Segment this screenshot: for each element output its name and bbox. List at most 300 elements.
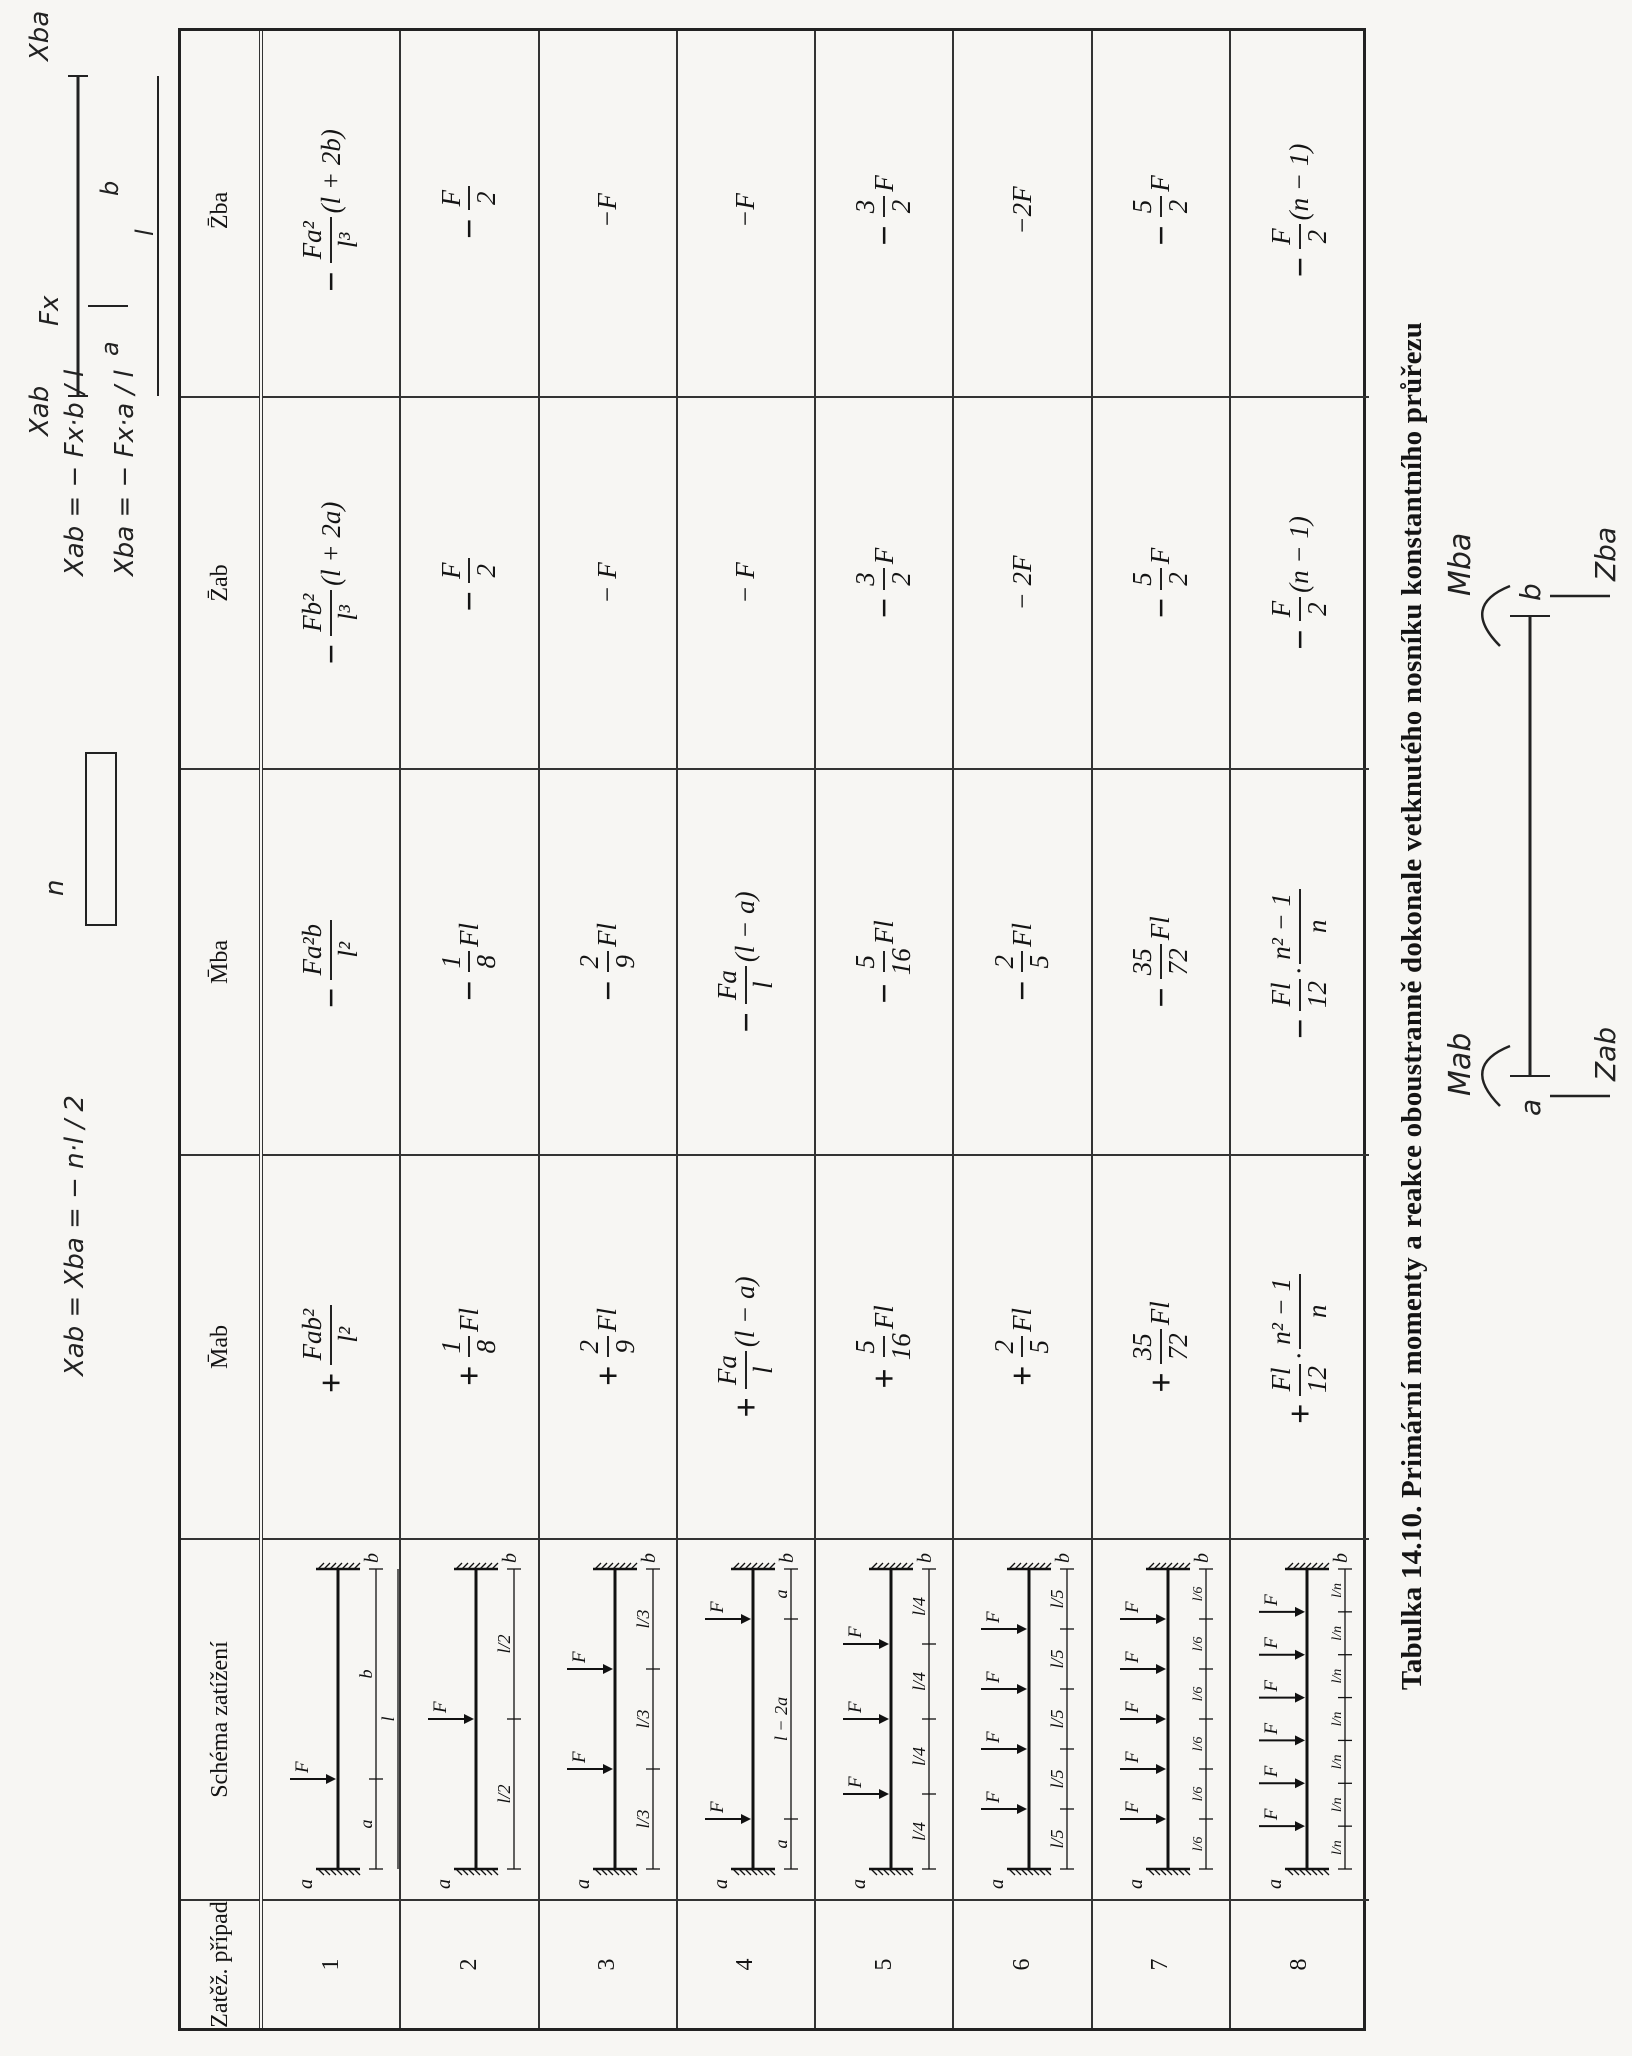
zba-cell — [954, 25, 1090, 398]
scheme-cell — [263, 1540, 399, 1901]
zba-fraction-num: 5 — [1128, 196, 1162, 218]
zba-value: −F — [592, 193, 623, 228]
mab-fraction — [713, 1351, 778, 1389]
mab-fraction-den: 5 — [1024, 1340, 1055, 1354]
load-arrowhead — [879, 1640, 889, 1650]
dimension-label: l/5 — [1047, 1649, 1068, 1670]
zba-tail: F — [1145, 175, 1176, 192]
mba-sign: − — [449, 980, 490, 1002]
mba-fraction2-den: n — [1301, 919, 1332, 934]
dimension-label: l/n — [1329, 1797, 1345, 1813]
zba-value: −F — [730, 193, 761, 228]
scheme-label-b: b — [775, 1553, 798, 1564]
load-arrowhead — [741, 1815, 751, 1825]
table-row — [263, 31, 401, 2028]
dimension-label: l/2 — [494, 1784, 515, 1805]
mba-fraction-num: Fl — [1267, 979, 1301, 1011]
load-arrowhead — [1295, 1779, 1305, 1789]
load-label-F: F — [568, 1751, 590, 1764]
mba-fraction — [1267, 979, 1332, 1011]
mab-sign: + — [587, 1365, 628, 1387]
bottom-axial-sketch — [8, 6, 176, 436]
load-label-F: F — [1121, 1651, 1143, 1664]
zab-fraction-num: 5 — [1128, 568, 1162, 590]
mba-fraction — [437, 951, 502, 973]
zba-cell — [816, 25, 952, 398]
zba-fraction-den: 2 — [471, 191, 502, 205]
zab-cell — [678, 398, 814, 770]
zba-fraction-den: 2 — [1162, 199, 1193, 214]
mab-tail: (l − a) — [730, 1276, 761, 1348]
note-xab: Xab — [25, 385, 55, 436]
mba-sign: − — [1279, 1018, 1320, 1040]
mba-sign: − — [311, 987, 352, 1009]
mab-cell — [401, 1156, 537, 1540]
load-scheme-diagram — [1235, 1540, 1365, 1900]
zba-cell — [263, 25, 399, 398]
case-number: 4 — [732, 1958, 759, 1971]
mba-fraction-den: 5 — [1024, 955, 1055, 969]
mab-fraction-num: 5 — [851, 1336, 885, 1358]
load-arrowhead — [1017, 1625, 1027, 1635]
dimension-label: l/n — [1329, 1669, 1345, 1685]
load-scheme-diagram — [266, 1540, 399, 1900]
dimension-label: l/3 — [632, 1709, 653, 1730]
zab-fraction — [437, 559, 502, 584]
mab-tail: Fl — [1145, 1301, 1176, 1326]
mab-fraction-num: Fl — [1267, 1364, 1301, 1396]
load-arrowhead — [1156, 1815, 1166, 1825]
load-label-F: F — [845, 1776, 867, 1789]
mba-cell — [954, 770, 1090, 1156]
table-row — [540, 31, 678, 2028]
table-row — [678, 31, 816, 2028]
zba-cell — [1231, 25, 1369, 398]
load-arrowhead — [464, 1715, 474, 1725]
load-scheme-diagram — [819, 1540, 949, 1900]
dimension-label: l/6 — [1190, 1787, 1206, 1802]
mba-fraction-num: Fa — [713, 966, 747, 1004]
mba-fraction-den: 8 — [471, 955, 502, 969]
scheme-label-a: a — [709, 1879, 732, 1890]
note-top-b: b — [1514, 583, 1547, 601]
dimension-label: l/6 — [1190, 1587, 1206, 1602]
scheme-label-b: b — [1190, 1553, 1213, 1564]
scheme-cell — [816, 1540, 952, 1901]
load-label-F: F — [845, 1701, 867, 1714]
zab-fraction-den: 2 — [886, 572, 917, 586]
load-arrowhead — [879, 1790, 889, 1800]
zab-cell — [1093, 398, 1229, 770]
scheme-label-a: a — [986, 1879, 1009, 1890]
zab-fraction-den: 2 — [1162, 572, 1193, 586]
zba-fraction-num: Fa² — [298, 217, 332, 263]
note-zab: Zab — [1589, 1026, 1622, 1081]
load-label-F: F — [845, 1626, 867, 1639]
scheme-cell — [1093, 1540, 1229, 1901]
load-arrowhead — [1295, 1736, 1305, 1746]
mba-cell — [816, 770, 952, 1156]
mab-sign: + — [449, 1365, 490, 1387]
dimension-label: l/n — [1329, 1840, 1345, 1856]
scheme-label-b: b — [361, 1553, 384, 1564]
scheme-label-a: a — [848, 1879, 871, 1890]
mba-sign: − — [864, 983, 905, 1004]
dimension-label: l/5 — [1047, 1589, 1068, 1610]
zab-fraction-den: 2 — [1301, 602, 1332, 616]
load-arrowhead — [1295, 1822, 1305, 1832]
note-bottom-b: b — [96, 180, 124, 196]
mba-tail: (l − a) — [730, 891, 761, 963]
header-scheme: Schéma zatížení — [181, 1540, 259, 1901]
mba-tail: Fl — [1006, 923, 1037, 947]
header-zba: Z̄ba — [181, 25, 259, 398]
load-scheme-diagram — [1096, 1540, 1226, 1900]
dimension-label: l/n — [1329, 1626, 1345, 1642]
mab-sign: + — [311, 1372, 352, 1394]
zab-cell — [540, 398, 676, 770]
mab-fraction — [437, 1336, 502, 1358]
zba-cell — [678, 25, 814, 398]
mab-fraction-den: 9 — [609, 1340, 640, 1354]
mba-fraction — [713, 966, 778, 1004]
mba-fraction-den: l — [747, 981, 778, 989]
mba-fraction-num: Fa²b — [298, 920, 332, 980]
mab-tail: Fl — [592, 1308, 623, 1332]
case-number: 6 — [1008, 1958, 1035, 1971]
load-arrowhead — [1295, 1650, 1305, 1660]
mab-fraction2-den: n — [1301, 1304, 1332, 1319]
zab-fraction — [298, 590, 363, 636]
scheme-label-b: b — [499, 1553, 522, 1564]
load-label-F: F — [1121, 1751, 1143, 1764]
mba-cell — [401, 770, 537, 1156]
mab-fraction2 — [1267, 1274, 1332, 1349]
case-number: 1 — [317, 1958, 344, 1971]
dimension-label: l/n — [1329, 1754, 1345, 1770]
mab-fraction-den: 8 — [471, 1340, 502, 1354]
zba-sign: − — [864, 225, 905, 246]
load-arrowhead — [741, 1615, 751, 1625]
scheme-label-a: a — [571, 1879, 594, 1890]
load-arrowhead — [603, 1665, 613, 1675]
load-arrowhead — [879, 1715, 889, 1725]
dimension-label: l/2 — [494, 1634, 515, 1655]
zba-fraction — [1128, 196, 1193, 218]
zab-tail: F — [868, 547, 899, 565]
load-label-F: F — [1260, 1809, 1282, 1821]
load-label-F: F — [1260, 1637, 1282, 1650]
load-label-F: F — [706, 1801, 728, 1814]
zba-cell — [540, 25, 676, 398]
zab-cell — [263, 398, 399, 770]
mba-cell — [1231, 770, 1369, 1156]
note-fx: Fx — [35, 295, 65, 326]
zba-fraction-den: 2 — [1301, 229, 1332, 244]
zab-tail: F — [1145, 547, 1176, 565]
mab-cell — [816, 1156, 952, 1540]
dimension-label: l/4 — [909, 1672, 930, 1692]
dimension-label-a: a — [356, 1820, 377, 1829]
zba-sign: − — [449, 218, 490, 240]
scheme-cell — [1231, 1540, 1369, 1901]
zab-fraction-num: 3 — [851, 568, 885, 590]
zab-cell — [954, 398, 1090, 770]
mba-sign: − — [1002, 980, 1043, 1002]
scheme-label-b: b — [1052, 1553, 1075, 1564]
load-arrowhead — [1295, 1607, 1305, 1617]
zba-cell — [1093, 25, 1229, 398]
table-row — [816, 31, 954, 2028]
mab-sign: + — [1279, 1403, 1320, 1425]
zab-sign: − — [311, 643, 352, 665]
load-arrowhead — [1156, 1715, 1166, 1725]
mab-fraction-num: 1 — [437, 1336, 471, 1358]
zab-value: − 2F — [1006, 555, 1037, 611]
dimension-label: l/5 — [1047, 1769, 1068, 1790]
table-row — [1231, 31, 1369, 2028]
zab-cell — [816, 398, 952, 770]
zab-sign: − — [1140, 597, 1181, 619]
mab-cell — [954, 1156, 1090, 1540]
mba-cell — [540, 770, 676, 1156]
table-row — [954, 31, 1092, 2028]
zab-fraction — [1267, 597, 1332, 622]
load-label-F: F — [430, 1701, 452, 1714]
zba-sign: − — [311, 271, 352, 292]
load-arrowhead — [1156, 1765, 1166, 1775]
header-zab: Z̄ab — [181, 398, 259, 770]
mab-fraction — [990, 1336, 1055, 1358]
zab-fraction-num: F — [1267, 597, 1301, 622]
mba-fraction-den: l² — [333, 941, 364, 958]
scheme-label-b: b — [914, 1553, 937, 1564]
scheme-label-a: a — [295, 1879, 318, 1890]
mab-fraction-num: 2 — [990, 1336, 1024, 1358]
mba-fraction-num: 5 — [851, 951, 885, 973]
zab-sign: − — [1279, 629, 1320, 650]
zba-fraction — [851, 196, 916, 218]
load-label-F: F — [983, 1731, 1005, 1744]
mab-fraction-num: 35 — [1128, 1329, 1162, 1364]
dimension-label: a — [770, 1590, 791, 1599]
load-label-F: F — [1260, 1766, 1282, 1778]
table-title: Tabulka 14.10. Primární momenty a reakce oboustranně dokonale vetknutého nosníku konstantního průřezu — [1396, 321, 1428, 1691]
load-label-F: F — [983, 1671, 1005, 1684]
zab-fraction — [1128, 568, 1193, 590]
scheme-label-a: a — [433, 1879, 456, 1890]
span-label-l: l — [378, 1716, 399, 1723]
dimension-label: l/5 — [1047, 1709, 1068, 1730]
formula-n: Xab = Xba = − n·l / 2 — [60, 1095, 90, 1376]
zba-tail: (l + 2b) — [315, 129, 346, 214]
zab-sign: − — [864, 597, 905, 619]
zab-value: − F — [730, 562, 761, 604]
load-label-F: F — [1121, 1601, 1143, 1614]
zab-value: − F — [592, 562, 623, 604]
mba-fraction — [990, 951, 1055, 973]
dimension-label: l/6 — [1190, 1687, 1206, 1702]
results-table — [178, 28, 1366, 2031]
mba-tail: Fl — [868, 920, 899, 945]
zba-fraction — [437, 186, 502, 211]
load-label-F: F — [706, 1601, 728, 1614]
scheme-cell — [954, 1540, 1090, 1901]
mba-fraction-den: 72 — [1162, 948, 1193, 976]
zab-cell — [401, 398, 537, 770]
scheme-cell — [401, 1540, 537, 1901]
mba-tail: Fl — [1145, 916, 1176, 941]
load-arrowhead — [1156, 1665, 1166, 1675]
load-label-F: F — [1260, 1594, 1282, 1607]
zab-tail: (n − 1) — [1284, 516, 1315, 593]
load-scheme-diagram — [404, 1540, 534, 1900]
note-top-a: a — [1514, 1098, 1547, 1116]
mab-fraction — [1267, 1364, 1332, 1396]
note-zba: Zba — [1589, 526, 1622, 581]
dimension-label: l/5 — [1047, 1829, 1068, 1850]
zab-cell — [1231, 398, 1369, 770]
zba-fraction — [298, 217, 363, 263]
load-scheme-diagram — [543, 1540, 673, 1900]
load-arrowhead — [1017, 1685, 1027, 1695]
mab-fraction — [575, 1336, 640, 1358]
header-case: Zatěž. případ — [206, 1901, 233, 2028]
mab-tail: Fl — [868, 1305, 899, 1330]
dimension-label: l/n — [1329, 1712, 1345, 1727]
dimension-label: l/4 — [909, 1747, 930, 1767]
case-number: 7 — [1147, 1958, 1174, 1971]
mba-sign: − — [725, 1012, 766, 1033]
scheme-label-b: b — [637, 1553, 660, 1564]
mba-fraction — [575, 951, 640, 973]
mab-fraction-den: l² — [333, 1326, 364, 1343]
table-row — [401, 31, 539, 2028]
load-label-F: F — [983, 1611, 1005, 1624]
note-mba: Mba — [1443, 532, 1478, 596]
mba-cell — [263, 770, 399, 1156]
load-label-F: F — [1121, 1701, 1143, 1714]
mab-tail: Fl — [453, 1308, 484, 1332]
load-label-F: F — [292, 1761, 314, 1774]
zba-fraction — [1267, 224, 1332, 249]
scheme-label-a: a — [1263, 1879, 1286, 1890]
zab-fraction-num: F — [437, 559, 471, 584]
dimension-label: l/6 — [1190, 1637, 1206, 1652]
mba-sign: − — [587, 980, 628, 1002]
dimension-label: a — [770, 1840, 791, 1849]
load-label-F: F — [568, 1651, 590, 1664]
mba-sign: − — [1140, 987, 1181, 1008]
mba-fraction2-num: n² − 1 — [1267, 889, 1301, 964]
case-number: 3 — [594, 1958, 621, 1971]
mba-fraction-num: 2 — [990, 951, 1024, 973]
dimension-label: l/6 — [1190, 1737, 1206, 1752]
mab-fraction2-num: n² − 1 — [1267, 1274, 1301, 1349]
load-label-F: F — [1260, 1723, 1282, 1735]
dimension-label: l/n — [1329, 1583, 1345, 1599]
formula-xab: Xab = − Fx·b / l — [60, 369, 90, 576]
mab-sign: + — [1140, 1372, 1181, 1393]
mab-dot: · — [1284, 1352, 1315, 1360]
dimension-label: l/3 — [632, 1609, 653, 1630]
zba-sign: − — [1140, 225, 1181, 246]
scheme-label-a: a — [1124, 1879, 1147, 1890]
note-xba: Xba — [25, 10, 55, 61]
mab-fraction-den: 12 — [1301, 1366, 1332, 1394]
mba-fraction2 — [1267, 889, 1332, 964]
dimension-label: l/3 — [632, 1809, 653, 1830]
zba-sign: − — [1279, 256, 1320, 278]
load-label-F: F — [983, 1791, 1005, 1804]
load-arrowhead — [326, 1775, 336, 1785]
load-arrowhead — [1017, 1745, 1027, 1755]
top-end-moments-sketch — [1440, 436, 1630, 1136]
mab-sign: + — [725, 1397, 766, 1418]
mab-fraction — [851, 1333, 916, 1360]
load-scheme-diagram — [957, 1540, 1087, 1900]
zba-value: −2F — [1006, 186, 1037, 235]
zab-fraction-den: l³ — [333, 605, 364, 621]
mab-fraction-num: Fa — [713, 1351, 747, 1389]
zab-fraction-num: Fb² — [298, 590, 332, 636]
dimension-label: l/4 — [909, 1822, 930, 1842]
mab-sign: + — [1002, 1365, 1043, 1387]
mab-fraction-den: 72 — [1162, 1333, 1193, 1361]
mba-fraction-den: 9 — [609, 955, 640, 969]
zab-fraction-den: 2 — [471, 564, 502, 578]
mba-fraction-den: 12 — [1301, 981, 1332, 1009]
zba-cell — [401, 25, 537, 398]
mab-fraction-den: 16 — [886, 1333, 917, 1361]
mab-fraction — [298, 1305, 363, 1365]
scheme-label-b: b — [1329, 1553, 1352, 1564]
mba-fraction — [298, 920, 363, 980]
mba-cell — [678, 770, 814, 1156]
mba-fraction-den: 16 — [886, 948, 917, 976]
zba-fraction-num: F — [1267, 224, 1301, 249]
header-row — [181, 31, 263, 2028]
scheme-cell — [678, 1540, 814, 1901]
mba-fraction-num: 2 — [575, 951, 609, 973]
mab-tail: Fl — [1006, 1308, 1037, 1332]
load-arrowhead — [1295, 1693, 1305, 1703]
note-bottom-a: a — [96, 341, 124, 356]
header-mba: M̄ba — [181, 770, 259, 1156]
note-bottom-l: l — [131, 229, 159, 236]
mab-cell — [540, 1156, 676, 1540]
case-number: 2 — [455, 1958, 482, 1971]
case-number: 8 — [1286, 1958, 1313, 1971]
load-label-F: F — [1121, 1801, 1143, 1814]
mab-fraction-num: 2 — [575, 1336, 609, 1358]
case-number: 5 — [870, 1958, 897, 1971]
mba-tail: Fl — [592, 923, 623, 947]
zba-fraction-den: l³ — [333, 232, 364, 249]
n-sketch-label: n — [40, 879, 70, 896]
mba-fraction-num: 1 — [437, 951, 471, 973]
mab-cell — [263, 1156, 399, 1540]
load-arrowhead — [1017, 1805, 1027, 1815]
zba-fraction-den: 2 — [886, 199, 917, 214]
table-row — [1093, 31, 1231, 2028]
mba-tail: Fl — [453, 923, 484, 947]
n-sketch-box — [85, 752, 117, 926]
zab-tail: (l + 2a) — [315, 501, 346, 586]
zba-fraction-num: F — [437, 186, 471, 211]
mba-fraction-num: 35 — [1128, 944, 1162, 979]
dimension-label-b: b — [356, 1670, 377, 1679]
